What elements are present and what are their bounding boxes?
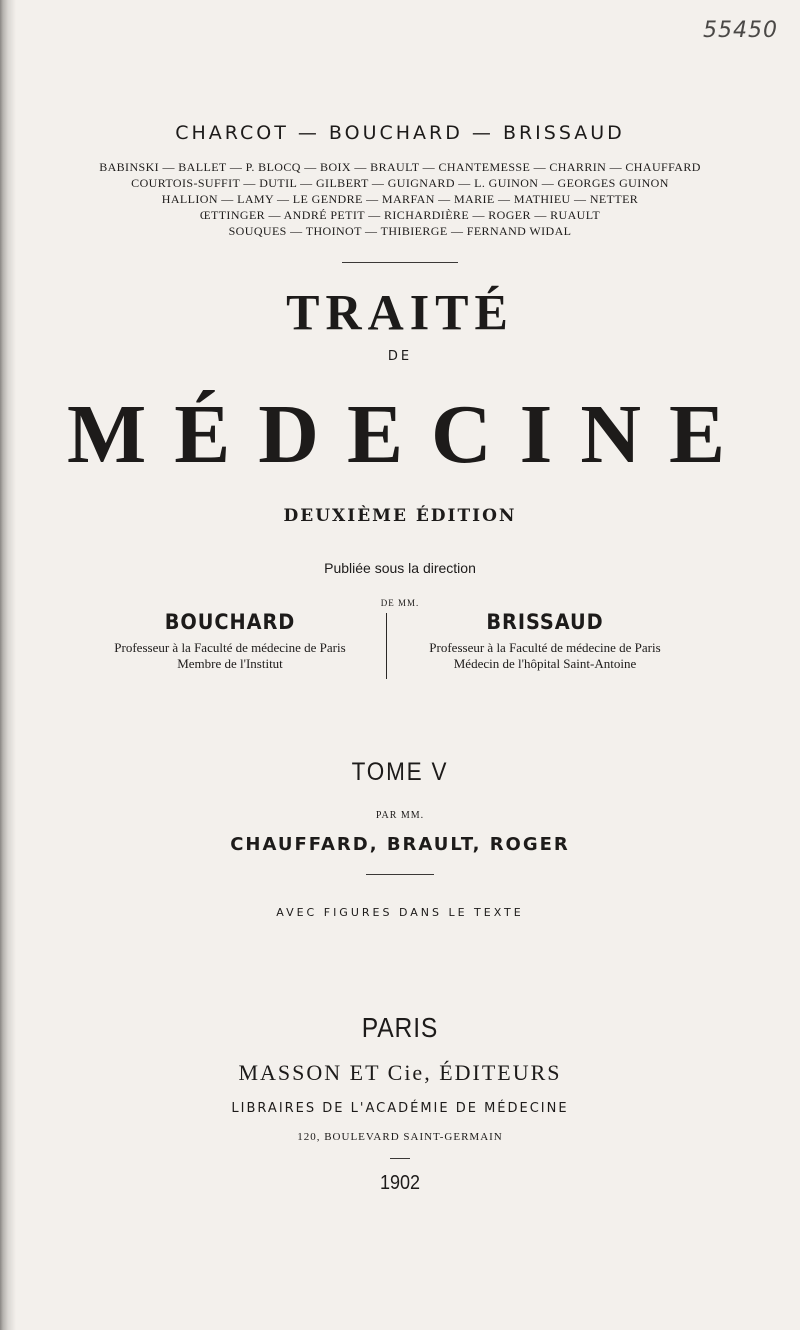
divider-rule-middle [366,874,434,875]
collaborators-line-2: COURTOIS-SUFFIT — DUTIL — GILBERT — GUIGNARD — L. GUINON — GEORGES GUINON [131,176,669,190]
direction-label: Publiée sous la direction [324,560,476,576]
par-mm-label: PAR MM. [375,810,425,821]
figures-label: AVEC FIGURES DANS LE TEXTE [276,906,524,919]
collaborators-line-3: HALLION — LAMY — LE GENDRE — MARFAN — MARIE — MATHIEU — NETTER [161,192,639,206]
de-mm-label: DE MM. [380,598,420,608]
collaborators-line-5: SOUQUES — THOINOT — THIBIERGE — FERNAND WIDAL [228,224,572,238]
lead-authors: CHARCOT — BOUCHARD — BRISSAUD [175,122,625,144]
handwritten-shelf-mark: 55450 [703,18,778,43]
collaborators-line-4: ŒTTINGER — ANDRÉ PETIT — RICHARDIÈRE — ROGER — RUAULT [199,208,601,222]
divider-rule-top [342,262,458,263]
divider-rule-bottom [390,1158,410,1159]
director-title-line-1: Professeur à la Faculté de médecine de Paris [429,640,661,655]
title-traite: TRAITÉ [286,283,514,341]
publisher-subtitle: LIBRAIRES DE L'ACADÉMIE DE MÉDECINE [231,1101,569,1116]
publication-city: PARIS [361,1012,439,1043]
director-name: BOUCHARD [164,610,296,634]
tome-authors: CHAUFFARD, BRAULT, ROGER [230,834,570,855]
director-brissaud [405,610,685,672]
director-name: BRISSAUD [486,610,604,634]
collaborators-line-1: BABINSKI — BALLET — P. BLOCQ — BOIX — BRAULT — CHANTEMESSE — CHARRIN — CHAUFFARD [99,160,701,174]
tome-label: TOME V [351,758,449,786]
director-title-line-2: Membre de l'Institut [177,656,283,671]
edition-label: DEUXIÈME ÉDITION [283,506,517,526]
director-title-line-2: Médecin de l'hôpital Saint-Antoine [453,656,637,671]
publisher-name: MASSON ET Cie, ÉDITEURS [238,1060,562,1085]
director-title-line-1: Professeur à la Faculté de médecine de Paris [114,640,346,655]
publisher-address: 120, BOULEVARD SAINT-GERMAIN [297,1131,503,1143]
director-divider [386,613,387,679]
director-bouchard [90,610,370,672]
publication-year: 1902 [379,1172,421,1194]
title-medecine: MÉDECINE [66,388,754,481]
title-de: DE [387,349,413,364]
